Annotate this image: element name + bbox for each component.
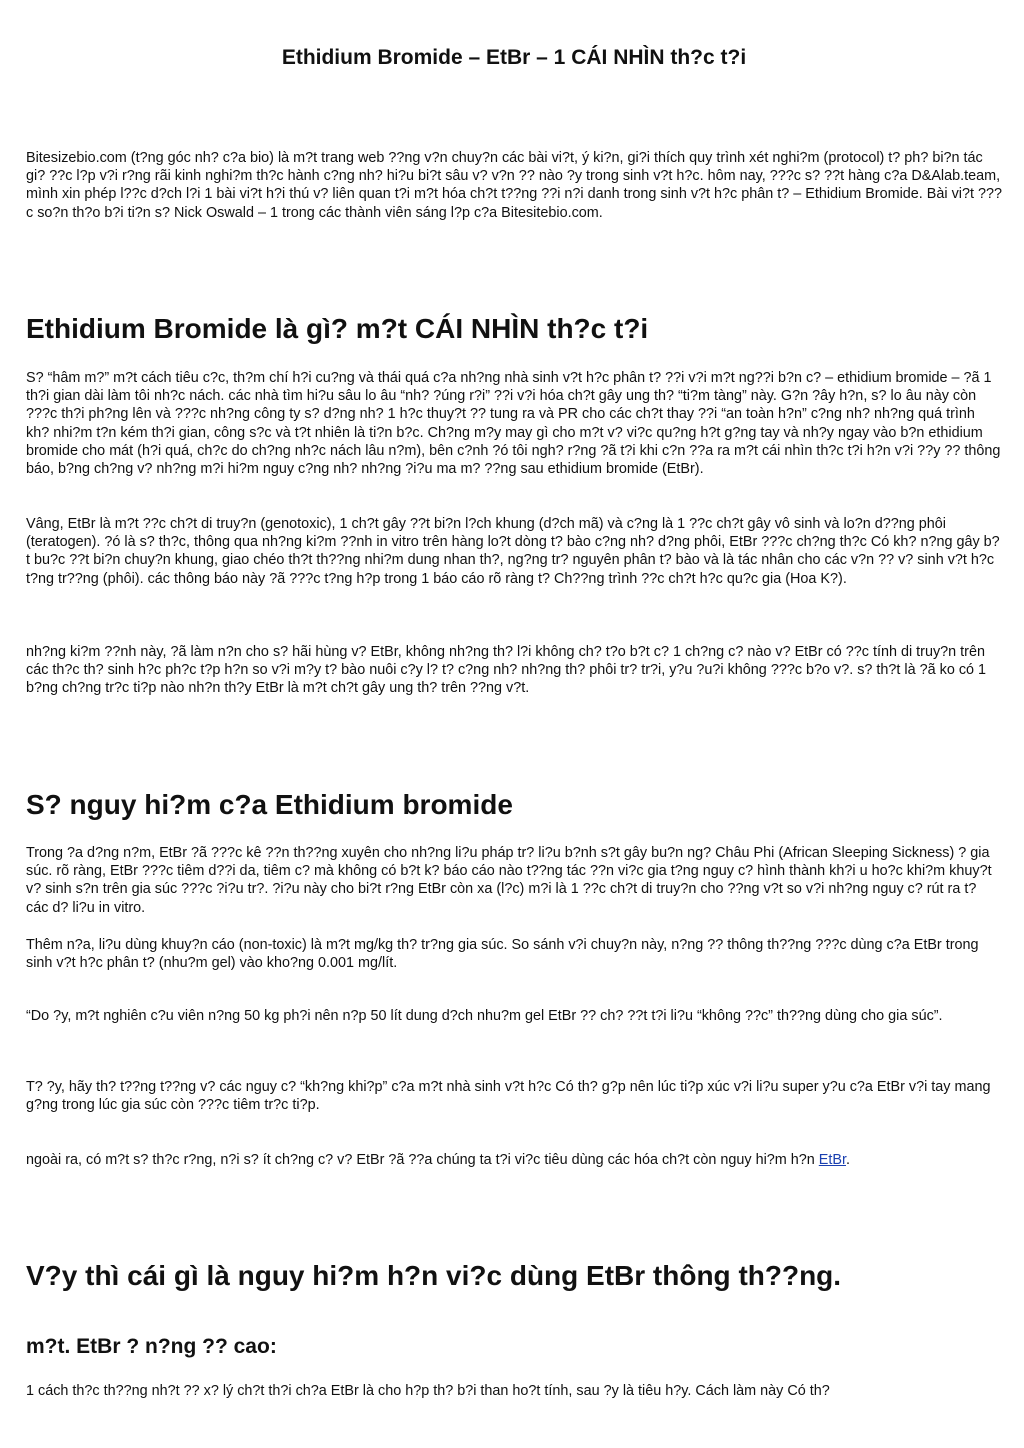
section2-paragraph-5-end: . xyxy=(845,1152,850,1168)
section-heading-what-is-etbr: Ethidium Bromide là gì? m?t CÁI NHÌN th?c t?i xyxy=(26,313,649,344)
section1-paragraph-1: S? “hâm m?” m?t cách tiêu c?c, th?m chí h?i cu?ng và thái quá c?a nh?ng nhà sinh v?t h?c phân t? ??i v?i m?t ng??i b?n c? – ethidium bromide – ?ã 1 th?i gian dài làm tôi nh?c nách. các nhà tìm hi?u sâu lo âu “nh? ?úng r?i” ??i v?i hóa ch?t gây ung th? “ti?m tàng” này. G?n ?ây h?n, s? lo âu này còn ???c th?i ph?ng lên và ???c nh?ng công ty s? d?ng nh? 1 h?c thuy?t ?? tung ra và PR cho các ch?t thay ??i “an toàn h?n” c?ng nh? nh?ng quá trình kh? nhi?m t?n kém th?i gian, công s?c và t?t nhiên là ti?n b?c. Ch?ng m?y may gì cho m?t v? vi?c qu?ng h?t g?ng tay và nh?y ngay vào b?n ethidium bromide cho mát (h?i quá, ch?c do ch?ng nh?c nách lâu n?m), bên c?nh ?ó tôi ngh? r?ng ?ã t?i khi c?n ??a ra m?t cái nhìn th?c t?i h?n v?i ??y ?? thông báo, b?ng ch?ng v? nh?ng m?i hi?m nguy c?ng nh? nh?ng ?i?u ma m? ??ng sau ethidium bromide (EtBr). xyxy=(26,370,1001,478)
section-heading-more-dangerous: V?y thì cái gì là nguy hi?m h?n vi?c dùng EtBr thông th??ng. xyxy=(26,1260,842,1291)
section2-paragraph-3: “Do ?y, m?t nghiên c?u viên n?ng 50 kg ph?i nên n?p 50 lít dung d?ch nhu?m gel EtBr ?? ch? ??t t?i li?u “không ??c” th??ng dùng cho gia súc”. xyxy=(26,1008,943,1024)
section-heading-dangers: S? nguy hi?m c?a Ethidium bromide xyxy=(26,789,513,820)
section3-paragraph-1: 1 cách th?c th??ng nh?t ?? x? lý ch?t th?i ch?a EtBr là cho h?p th? b?i than ho?t tính, sau ?y là tiêu h?y. Cách làm này Có th? xyxy=(26,1383,830,1399)
section1-paragraph-2: Vâng, EtBr là m?t ??c ch?t di truy?n (genotoxic), 1 ch?t gây ??t bi?n l?ch khung (d?ch mã) và c?ng là 1 ??c ch?t gây vô sinh và lo?n d??ng phôi (teratogen). ?ó là s? th?c, thông qua nh?ng ki?m ??nh in vitro trên hàng lo?t dòng t? bào c?ng nh? d?ng phôi, EtBr ???c ch?ng th?c Có kh? n?ng gây b?t bu?c ??t bi?n chuy?n khung, giao chéo th?t th??ng nhi?m dung nhan th?, ng?ng tr? nguyên phân t? bào và là tác nhân cho các v?n ?? v? sinh v?t h?c t?ng tr??ng (phôi). các thông báo này ?ã ???c t?ng h?p trong 1 báo cáo rõ ràng t? Ch??ng trình ??c ch?t h?c qu?c gia (Hoa K?). xyxy=(26,516,1000,587)
section2-paragraph-4: T? ?y, hãy th? t??ng t??ng v? các nguy c? “kh?ng khi?p” c?a m?t nhà sinh v?t h?c Có th? g?p nên lúc ti?p xúc v?i li?u super y?u c?a EtBr v?i tay mang g?ng trong lúc gia súc còn ???c tiêm tr?c ti?p. xyxy=(26,1079,991,1114)
subheading-high-concentration: m?t. EtBr ? n?ng ?? cao: xyxy=(26,1335,277,1358)
section2-paragraph-2: Thêm n?a, li?u dùng khuy?n cáo (non-toxic) là m?t mg/kg th? tr?ng gia súc. So sánh v?i chuy?n này, n?ng ?? thông th??ng ???c dùng c?a EtBr trong sinh v?t h?c phân t? (nhu?m gel) vào kho?ng 0.001 mg/lít. xyxy=(26,937,979,972)
intro-paragraph: Bitesizebio.com (t?ng góc nh? c?a bio) là m?t trang web ??ng v?n chuy?n các bài vi?t, ý ki?n, gi?i thích quy trình xét nghi?m (protocol) t? ph? bi?n tác gi? ??c l?p v?i r?ng rãi kinh nghi?m th?c hành c?ng nh? hi?u bi?t sâu v? v?n ?? nào ?y trong sinh v?t h?c. hôm nay, ???c s? ??t hàng c?a D&Alab.team, mình xin phép l??c d?ch l?i 1 bài vi?t h?i thú v? liên quan t?i m?t hóa ch?t t??ng ??i n?i danh trong sinh v?t h?c phân t? – Ethidium Bromide. Bài vi?t ???c so?n th?o b?i ti?n s? Nick Oswald – 1 trong các thành viên sáng l?p c?a Bitesitebio.com. xyxy=(26,150,1002,221)
section2-paragraph-1: Trong ?a d?ng n?m, EtBr ?ã ???c kê ??n th??ng xuyên cho nh?ng li?u pháp tr? li?u b?nh s?t gây bu?n ng? Châu Phi (African Sleeping Sickness) ? gia súc. rõ ràng, EtBr ???c tiêm d??i da, tiêm c? mà không có b?t k? báo cáo nào t??ng tác ??n vi?c gia t?ng nguy c? hình thành kh?i u ho?c khi?m khuy?t v? sinh s?n trên gia súc ???c ?i?u tr?. ?i?u này cho bi?t r?ng EtBr còn xa (l?c) m?i là 1 ??c ch?t di truy?n cho ??ng v?t so v?i nh?ng nguy c? rút ra t? các d? li?u in vitro. xyxy=(26,845,992,916)
document-title: Ethidium Bromide – EtBr – 1 CÁI NHÌN th?c t?i xyxy=(281,46,747,69)
etbr-link[interactable]: EtBr xyxy=(818,1152,846,1168)
section2-paragraph-5 xyxy=(26,1151,1002,1169)
section1-paragraph-3: nh?ng ki?m ??nh này, ?ã làm n?n cho s? hãi hùng v? EtBr, không nh?ng th? l?i không ch? t?o b?t c? 1 ch?ng c? nào v? EtBr có ??c tính di truy?n trên các th?c th? sinh h?c ph?c t?p h?n so v?i m?y t? bào nuôi c?y l? t? c?ng nh? nh?ng th? phôi tr? tr?i, y?u ?u?i không ???c b?o v?. s? th?t là ?ã ko có 1 b?ng ch?ng tr?c ti?p nào nh?n th?y EtBr là m?t ch?t gây ung th? trên ??ng v?t. xyxy=(26,644,987,697)
section2-paragraph-5-text: ngoài ra, có m?t s? th?c r?ng, n?i s? ít ch?ng c? v? EtBr ?ã ??a chúng ta t?i vi?c tiêu dùng các hóa ch?t còn nguy hi?m h?n xyxy=(26,1152,815,1168)
